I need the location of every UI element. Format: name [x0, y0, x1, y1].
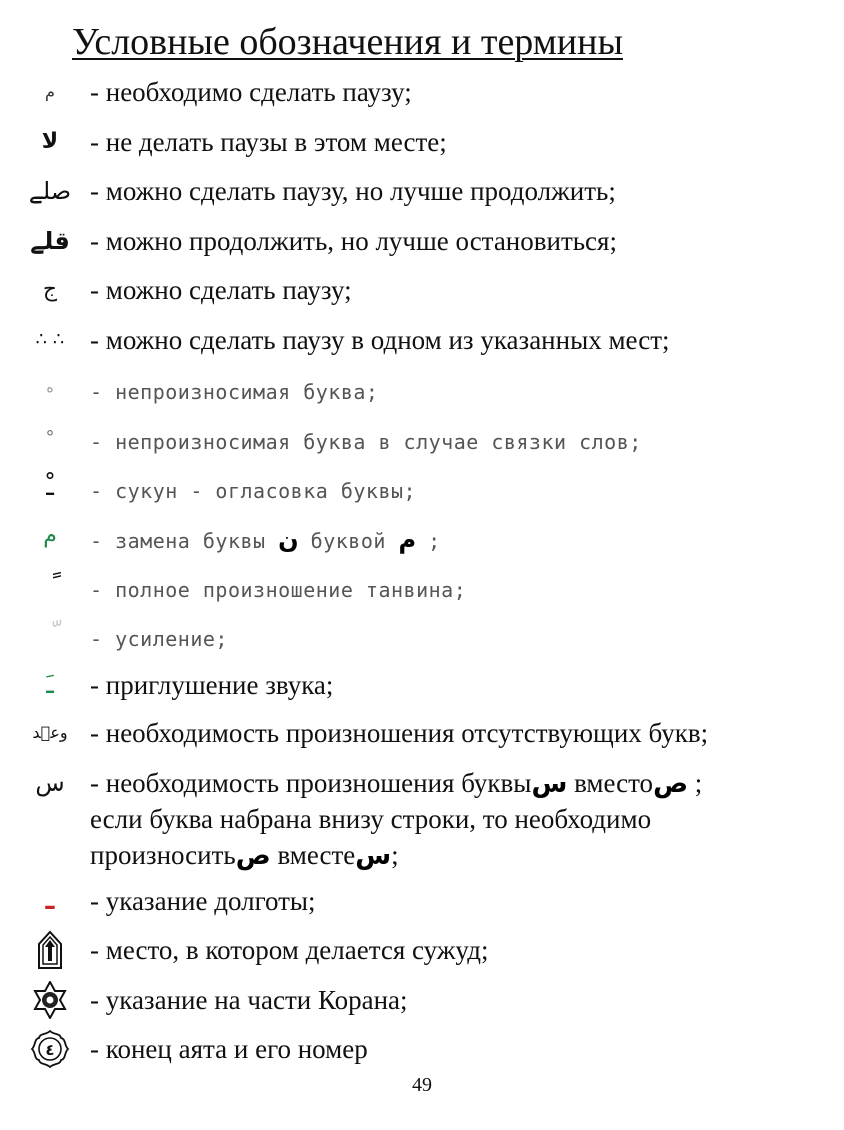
sajda-icon [20, 930, 80, 970]
legend-row [0, 881, 844, 921]
legend-row [0, 320, 844, 360]
juz-star-icon [20, 980, 80, 1020]
legend-text: - непроизносимая буква в случае связки слов; [90, 430, 642, 454]
legend-row [0, 418, 844, 458]
sad-letter: ص [653, 769, 689, 799]
text-segment: вместо [574, 768, 654, 798]
legend-row [0, 516, 844, 556]
text-segment: ; [391, 840, 399, 870]
legend-row [0, 665, 844, 705]
meem-letter: م [398, 526, 417, 554]
legend-text: - не делать паузы в этом месте; [90, 127, 447, 157]
legend-text: - необходимо сделать паузу; [90, 77, 412, 107]
legend-row [0, 930, 844, 970]
legend-row [0, 980, 844, 1020]
page-number: 49 [412, 1074, 432, 1096]
legend-text: - приглушение звука; [90, 670, 334, 700]
legend-row [0, 566, 844, 606]
text-segment: - необходимость произношения буквы [90, 768, 532, 798]
legend-text: - указание на части Корана; [90, 985, 408, 1015]
text-segment: - замена буквы [90, 529, 266, 553]
legend-row [0, 467, 844, 507]
seen-symbol: س [35, 769, 65, 797]
sukun-symbol: ـْ [46, 472, 54, 502]
text-segment: ; [428, 529, 441, 553]
legend-text: - конец аята и его номер [90, 1034, 368, 1064]
legend-text: - сукун - огласовка буквы; [90, 479, 417, 503]
sala-symbol: صلے [28, 177, 72, 205]
text-line: если буква набрана внизу строки, то необходимо [90, 804, 652, 834]
text-segment: ; [694, 768, 703, 798]
legend-text: - можно сделать паузу в одном из указанных мест; [90, 325, 670, 355]
legend-text: - можно продолжить, но лучше остановиться; [90, 226, 617, 256]
legend-row [0, 1029, 844, 1069]
legend-row-multiline [0, 763, 844, 873]
legend-row [0, 221, 844, 261]
legend-text: - полное произношение танвина; [90, 578, 467, 602]
tanween-symbol [20, 566, 80, 606]
legend-text: - усиление; [90, 627, 228, 651]
mu-anaqa-symbol: ∴ ∴ [35, 329, 65, 350]
qala-symbol: قلے [30, 227, 70, 255]
legend-text [90, 767, 830, 875]
legend-text: - необходимость произношения отсутствующих букв; [90, 718, 709, 748]
madd-symbol: ـ [45, 886, 55, 916]
legend-text: - место, в котором делается сужуд; [90, 935, 489, 965]
legend-text: - можно сделать паузу; [90, 275, 352, 305]
text-line [90, 839, 830, 875]
iqlab-meem-symbol: م [43, 523, 57, 548]
ayah-number: ٤ [45, 1041, 55, 1059]
missing-letters-symbol: وعٖد [32, 723, 68, 742]
ikhfa-symbol: ـَ [46, 670, 54, 700]
meem-pause-symbol: م [45, 82, 55, 101]
text-segment: буквой [310, 529, 386, 553]
noon-letter: ن [278, 526, 299, 554]
shadda-symbol [20, 615, 80, 655]
legend-text [90, 524, 440, 557]
page-title: Условные обозначения и термины [72, 21, 623, 63]
legend-row [0, 72, 844, 112]
legend-text: - можно сделать паузу, но лучше продолжить; [90, 176, 616, 206]
legend-text: - непроизносимая буква; [90, 380, 379, 404]
text-segment: вместе [277, 840, 356, 870]
text-segment: произносить [90, 840, 236, 870]
legend-row [0, 615, 844, 655]
jeem-symbol: ج [42, 277, 58, 302]
legend-row [0, 122, 844, 162]
ayah-end-icon [20, 1029, 80, 1069]
legend-row [0, 171, 844, 211]
legend-row [0, 713, 844, 753]
seen-letter: س [531, 769, 568, 799]
seen-letter: س [355, 841, 392, 871]
legend-text: - указание долготы; [90, 886, 316, 916]
legend-row [0, 368, 844, 408]
silent-letter-symbol: ە [46, 380, 54, 396]
legend-row [0, 270, 844, 310]
laa-symbol: لا [41, 129, 59, 154]
round-zero-symbol: ° [45, 427, 55, 448]
sad-letter: ص [235, 841, 271, 871]
text-line [90, 767, 830, 803]
